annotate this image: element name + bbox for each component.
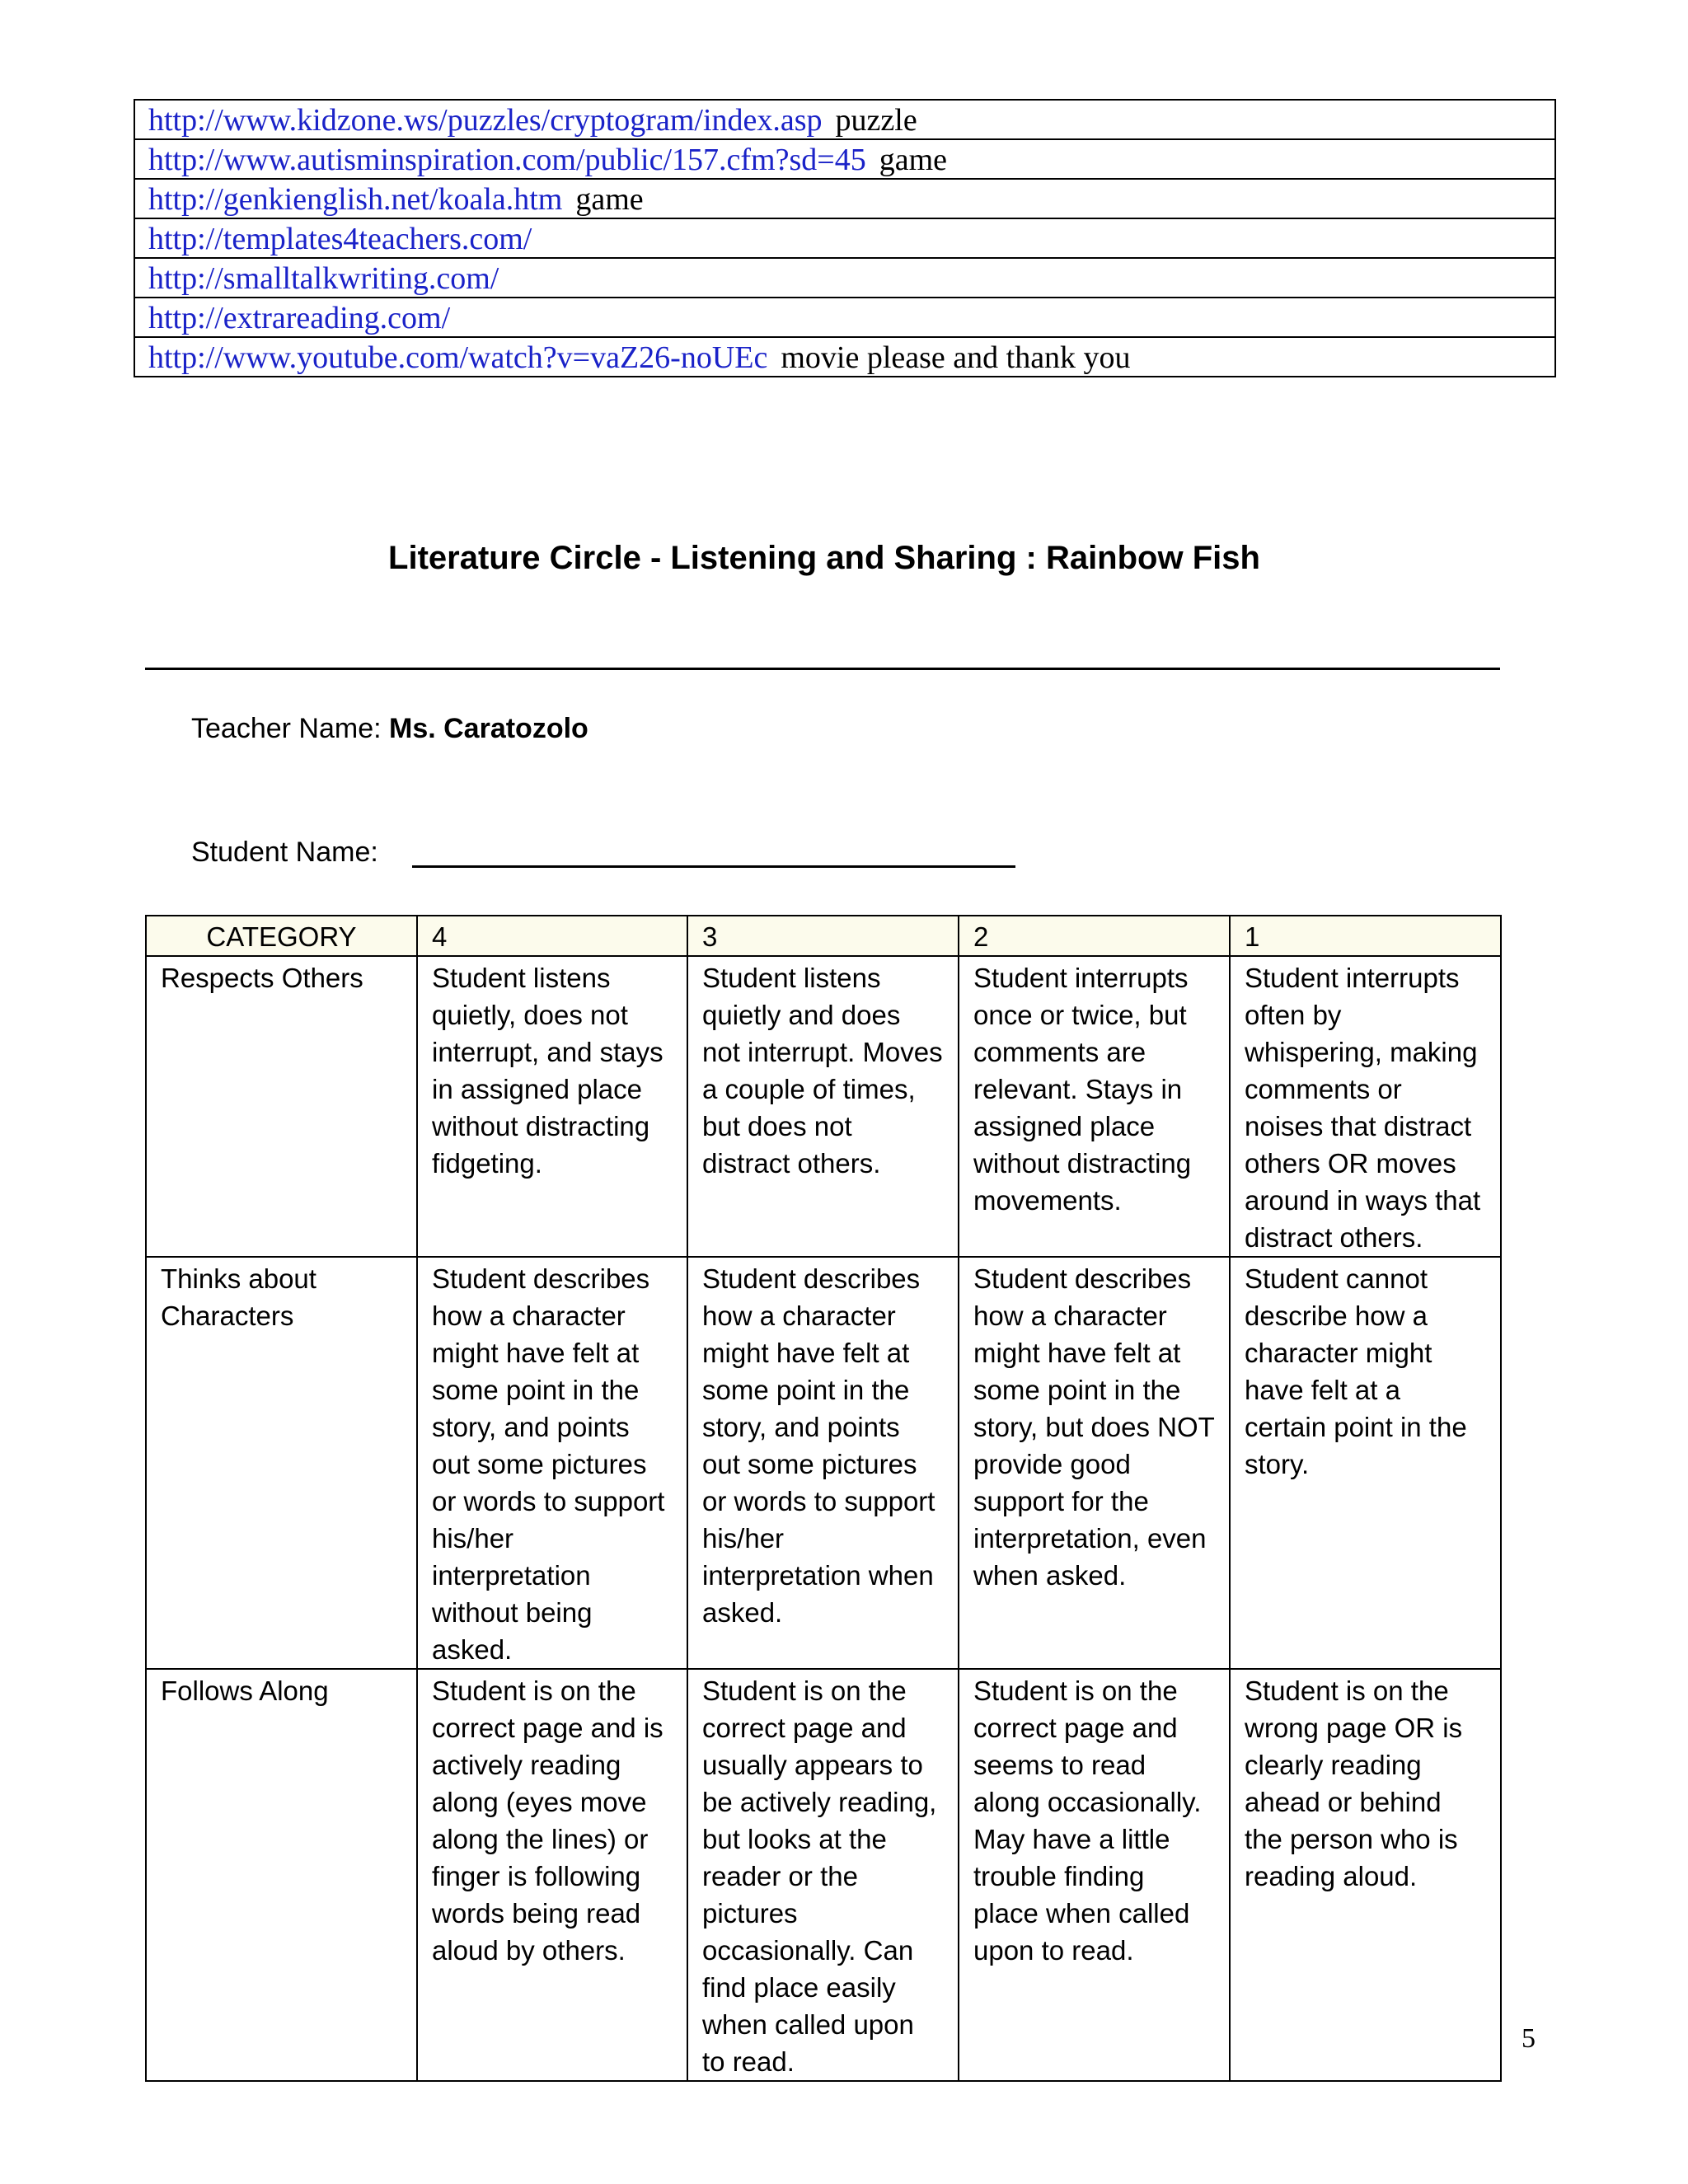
link-url[interactable]: http://www.kidzone.ws/puzzles/cryptogram/index.asp bbox=[148, 103, 823, 138]
link-url[interactable]: http://extrareading.com/ bbox=[148, 301, 451, 335]
link-row bbox=[134, 298, 1555, 337]
link-cell bbox=[134, 337, 1555, 377]
link-cell bbox=[134, 179, 1555, 218]
links-table bbox=[134, 99, 1556, 377]
link-row bbox=[134, 179, 1555, 218]
rubric-cell: Student is on the correct page and usually appears to be actively reading, but looks at the reader or the pictures occasionally. Can find place easily when called upon to read. bbox=[687, 1669, 959, 2081]
title-divider bbox=[145, 668, 1500, 670]
rubric-cell: Student listens quietly and does not interrupt. Moves a couple of times, but does not distract others. bbox=[687, 956, 959, 1257]
link-note: movie please and thank you bbox=[781, 340, 1131, 375]
rubric-table bbox=[145, 915, 1502, 2082]
link-cell bbox=[134, 298, 1555, 337]
rubric-cell: Student interrupts often by whispering, making comments or noises that distract others OR moves around in ways that distract others. bbox=[1230, 956, 1501, 1257]
link-row bbox=[134, 258, 1555, 298]
column-header-score-3: 3 bbox=[687, 916, 959, 956]
rubric-header-row bbox=[146, 916, 1501, 956]
rubric-cell: Student listens quietly, does not interrupt, and stays in assigned place without distracting fidgeting. bbox=[417, 956, 687, 1257]
rubric-cell: Student is on the wrong page OR is clearly reading ahead or behind the person who is reading aloud. bbox=[1230, 1669, 1501, 2081]
teacher-name-line bbox=[191, 713, 588, 745]
column-header-score-1: 1 bbox=[1230, 916, 1501, 956]
rubric-row bbox=[146, 956, 1501, 1257]
rubric-cell: Student is on the correct page and is actively reading along (eyes move along the lines) or finger is following words being read aloud by others. bbox=[417, 1669, 687, 2081]
link-cell bbox=[134, 258, 1555, 298]
link-url[interactable]: http://www.autisminspiration.com/public/157.cfm?sd=45 bbox=[148, 143, 866, 177]
rubric-cell: Student describes how a character might have felt at some point in the story, and points out some pictures or words to support his/her interpretation without being asked. bbox=[417, 1257, 687, 1669]
link-cell bbox=[134, 100, 1555, 139]
link-note: game bbox=[879, 143, 947, 177]
column-header-score-2: 2 bbox=[959, 916, 1230, 956]
link-url[interactable]: http://templates4teachers.com/ bbox=[148, 222, 532, 256]
link-row bbox=[134, 139, 1555, 179]
link-url[interactable]: http://www.youtube.com/watch?v=vaZ26-noUEc bbox=[148, 340, 768, 375]
teacher-name-label: Teacher Name: bbox=[191, 713, 382, 744]
link-url[interactable]: http://genkienglish.net/koala.htm bbox=[148, 182, 563, 217]
link-row bbox=[134, 337, 1555, 377]
rubric-cell: Student cannot describe how a character might have felt at a certain point in the story. bbox=[1230, 1257, 1501, 1669]
rubric-cell: Student describes how a character might have felt at some point in the story, but does NOT provide good support for the interpretation, even when asked. bbox=[959, 1257, 1230, 1669]
rubric-category: Thinks about Characters bbox=[146, 1257, 417, 1669]
page-number: 5 bbox=[1522, 2023, 1536, 2054]
student-name-blank bbox=[412, 865, 1015, 868]
rubric-cell: Student is on the correct page and seems to read along occasionally. May have a little trouble finding place when called upon to read. bbox=[959, 1669, 1230, 2081]
student-name-label: Student Name: bbox=[191, 837, 378, 868]
link-note: game bbox=[575, 182, 644, 217]
rubric-category: Follows Along bbox=[146, 1669, 417, 2081]
column-header-score-4: 4 bbox=[417, 916, 687, 956]
rubric-row bbox=[146, 1669, 1501, 2081]
link-row bbox=[134, 218, 1555, 258]
link-cell bbox=[134, 139, 1555, 179]
rubric-category: Respects Others bbox=[146, 956, 417, 1257]
column-header-category: CATEGORY bbox=[146, 916, 417, 956]
link-note: puzzle bbox=[835, 103, 917, 138]
student-name-line bbox=[191, 837, 378, 869]
teacher-name-value: Ms. Caratozolo bbox=[389, 713, 588, 744]
rubric-cell: Student describes how a character might have felt at some point in the story, and points out some pictures or words to support his/her interpretation when asked. bbox=[687, 1257, 959, 1669]
rubric-row bbox=[146, 1257, 1501, 1669]
link-cell bbox=[134, 218, 1555, 258]
page-title: Literature Circle - Listening and Sharing : Rainbow Fish bbox=[388, 540, 1260, 576]
link-url[interactable]: http://smalltalkwriting.com/ bbox=[148, 261, 499, 296]
rubric-cell: Student interrupts once or twice, but comments are relevant. Stays in assigned place without distracting movements. bbox=[959, 956, 1230, 1257]
link-row bbox=[134, 100, 1555, 139]
